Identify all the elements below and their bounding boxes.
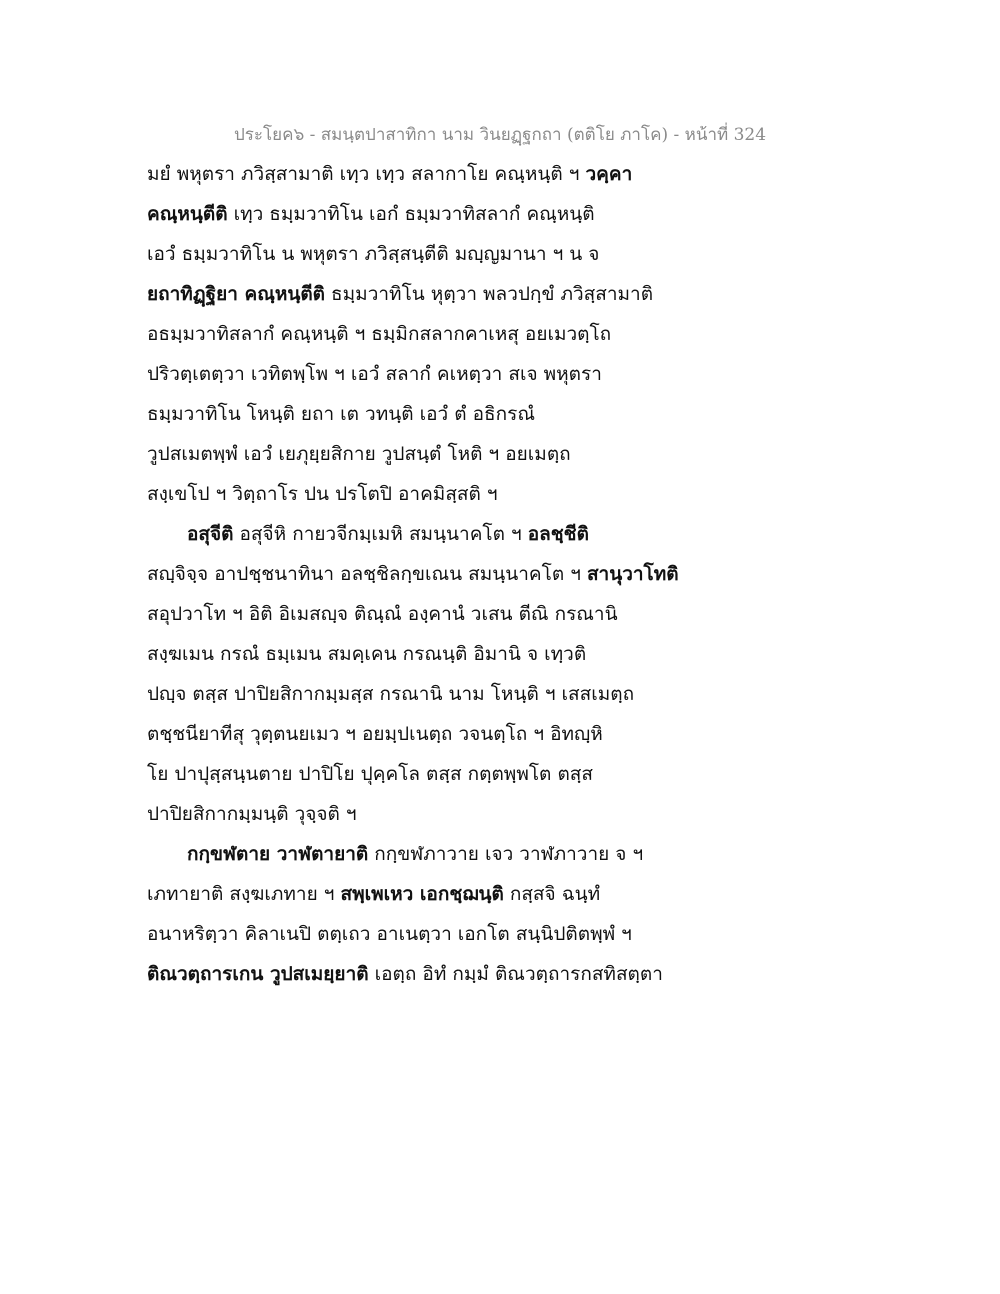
- text-segment: อนาหริตฺวา คิลาเนปิ ตตฺเถว อาเนตฺวา เอกโต สนฺนิปติตพฺพํ ฯ: [147, 923, 632, 945]
- page-header: ประโยค๖ - สมนฺตปาสาทิกา นาม วินยฏฺฐกถา (ตติโย ภาโค) - หน้าที่ 324: [233, 125, 767, 145]
- text-line: [147, 234, 707, 274]
- text-segment: มยํ พหุตรา ภวิสฺสามาติ เทฺว เทฺว สลากาโย คณฺหนฺติ ฯ: [147, 163, 586, 185]
- document-body: [147, 154, 707, 994]
- text-line: [147, 954, 707, 994]
- text-segment: ธมฺมวาทิโน โหนฺติ ยถา เต วทนฺติ เอวํ ตํ อธิกรณํ: [147, 403, 535, 425]
- text-segment: เภทายาติ สงฺฆเภทาย ฯ: [147, 883, 341, 905]
- text-segment: ปาปิยสิกากมฺมนฺติ วุจฺจติ ฯ: [147, 803, 357, 825]
- text-segment: ปญฺจ ตสฺส ปาปิยสิกากมฺมสฺส กรณานิ นาม โหนฺติ ฯ เสสเมตฺถ: [147, 683, 635, 705]
- text-segment: สงฺเขโป ฯ วิตฺถาโร ปน ปรโตปิ อาคมิสฺสติ ฯ: [147, 483, 498, 505]
- text-segment: ธมฺมวาทิโน หุตฺวา พลวปกฺขํ ภวิสฺสามาติ: [325, 283, 654, 305]
- text-line: [147, 634, 707, 674]
- text-line: [147, 914, 707, 954]
- bold-term: วคฺคา: [585, 163, 633, 185]
- bold-term: ยถาทิฏฺฐิยา คณฺหนฺตีติ: [147, 283, 326, 305]
- text-line: [147, 274, 707, 314]
- text-segment: วูปสเมตพฺพํ เอวํ เยภุยฺยสิกาย วูปสนฺตํ โหติ ฯ อยเมตฺถ: [147, 443, 571, 465]
- text-line: [147, 674, 707, 714]
- text-line: [147, 714, 707, 754]
- text-segment: อธมฺมวาทิสลากํ คณฺหนฺติ ฯ ธมฺมิกสลากคาเหสุ อยเมวตฺโถ: [147, 323, 612, 345]
- text-segment: เทฺว ธมฺมวาทิโน เอกํ ธมฺมวาทิสลากํ คณฺหนฺติ: [227, 203, 595, 225]
- text-segment: สอุปวาโท ฯ อิติ อิเมสญฺจ ติณฺณํ องฺคานํ วเสน ตีณิ กรณานิ: [147, 603, 618, 625]
- text-line: [147, 394, 707, 434]
- text-segment: สญฺจิจฺจ อาปชฺชนาทินา อลชฺชิลกฺขเณน สมนฺนาคโต ฯ: [147, 563, 587, 585]
- text-line: [147, 434, 707, 474]
- text-line: [147, 794, 707, 834]
- bold-term: คณฺหนฺตีติ: [147, 203, 228, 225]
- bold-term: สานุวาโทติ: [586, 563, 679, 585]
- bold-term: อสุจีติ: [187, 523, 234, 545]
- bold-term: กกฺขฬตาย วาฬตายาติ: [187, 843, 369, 865]
- bold-term: อลชฺชีติ: [527, 523, 589, 545]
- text-line: [147, 194, 707, 234]
- text-line: [147, 754, 707, 794]
- text-segment: อสุจีหิ กายวจีกมฺเมหิ สมนฺนาคโต ฯ: [233, 523, 528, 545]
- text-segment: ปริวตฺเตตฺวา เวทิตพฺโพ ฯ เอวํ สลากํ คเหตฺวา สเจ พหุตรา: [147, 363, 602, 385]
- text-line: [147, 554, 707, 594]
- text-line: [147, 354, 707, 394]
- bold-term: สพฺเพเหว เอกชฺฌนฺติ: [340, 883, 504, 905]
- text-segment: เอวํ ธมฺมวาทิโน น พหุตรา ภวิสฺสนฺตีติ มญฺญมานา ฯ น จ: [147, 243, 600, 265]
- text-segment: กกฺขฬภาวาย เจว วาฬภาวาย จ ฯ: [368, 843, 644, 865]
- text-segment: ตชฺชนียาทีสุ วุตฺตนยเมว ฯ อยมฺปเนตฺถ วจนตฺโถ ฯ อิทญฺหิ: [147, 723, 603, 745]
- text-line: [147, 834, 707, 874]
- text-line: [147, 314, 707, 354]
- text-line: [147, 874, 707, 914]
- bold-term: ติณวตฺถารเกน วูปสเมยฺยาติ: [147, 963, 369, 985]
- text-segment: เอตฺถ อิทํ กมฺมํ ติณวตฺถารกสทิสตฺตา: [368, 963, 663, 985]
- text-line: [147, 474, 707, 514]
- text-line: [147, 514, 707, 554]
- text-segment: กสฺสจิ ฉนฺทํ: [503, 883, 601, 905]
- text-segment: โย ปาปุสฺสนฺนตาย ปาปิโย ปุคฺคโล ตสฺส กตฺตพฺพโต ตสฺส: [147, 763, 593, 785]
- text-segment: สงฺฆเมน กรณํ ธมฺเมน สมคฺเคน กรณนฺติ อิมานิ จ เทฺวติ: [147, 643, 587, 665]
- text-line: [147, 154, 707, 194]
- text-line: [147, 594, 707, 634]
